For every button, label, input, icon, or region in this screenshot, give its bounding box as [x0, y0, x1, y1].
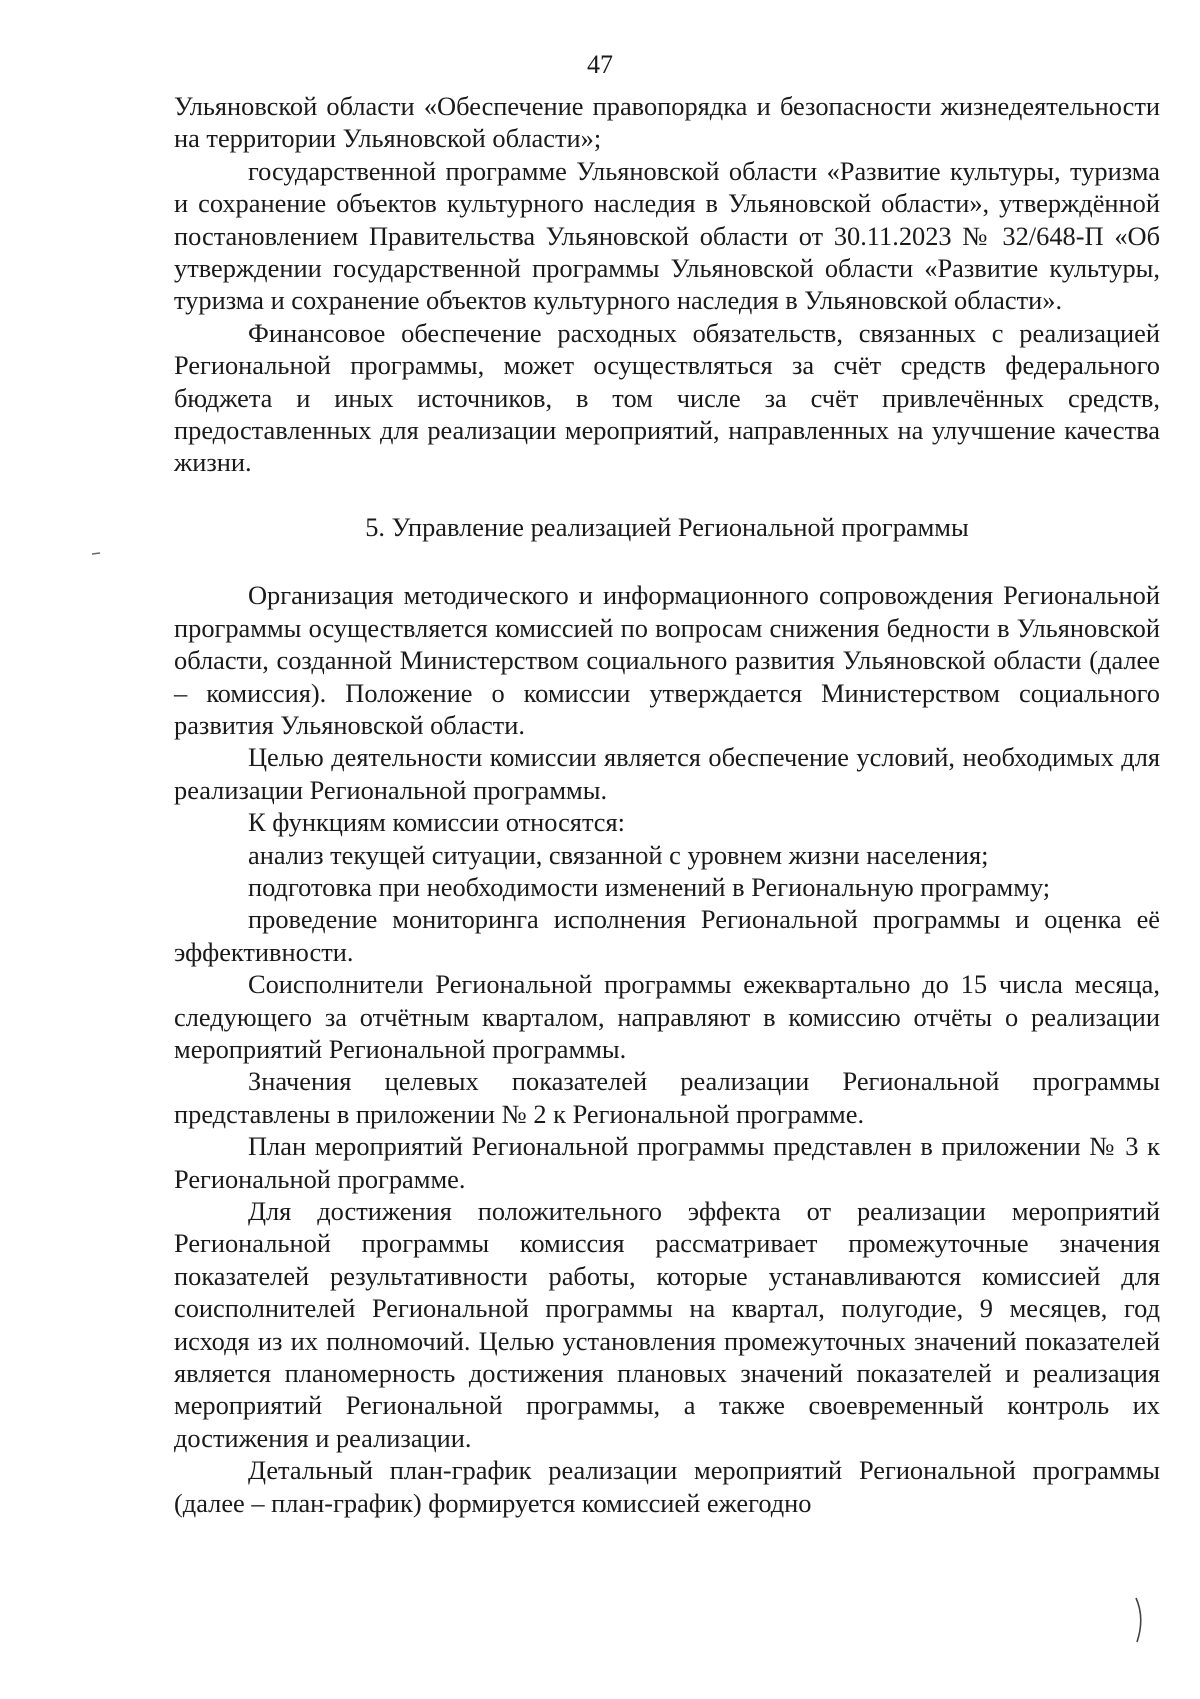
paragraph: Финансовое обеспечение расходных обязательств, связанных с реализацией Региональной программы, может осуществляться за счёт средств федерального бюджета и иных источников, в том числе за счёт привлечённых средств, предоставленных для реализации мероприятий, направленных на улучшение качества жизни.	[174, 317, 1160, 478]
paragraph: Значения целевых показателей реализации Региональной программы представлены в приложении № 2 к Региональной программе.	[174, 1066, 1160, 1129]
paragraph: К функциям комиссии относятся:	[248, 807, 625, 838]
paragraph: Ульяновской области «Обеспечение правопорядка и безопасности жизнедеятельности на территории Ульяновской области»;	[174, 91, 1160, 154]
section-heading: 5. Управление реализацией Региональной программы	[365, 511, 969, 542]
paragraph: проведение мониторинга исполнения Региональной программы и оценка её эффективности.	[174, 904, 1160, 967]
page-number: 47	[587, 50, 613, 79]
scan-mark	[92, 552, 102, 556]
paragraph: Соисполнители Региональной программы ежеквартально до 15 числа месяца, следующего за отчётным кварталом, направляют в комиссию отчёты о реализации мероприятий Региональной программы.	[174, 969, 1160, 1064]
paragraph: Организация методического и информационного сопровождения Региональной программы осуществляется комиссией по вопросам снижения бедности в Ульяновской области, созданной Министерством социального развития Ульяновской области (далее – комиссия). Положение о комиссии утверждается Министерством социального развития Ульяновской области.	[174, 580, 1160, 740]
paragraph: План мероприятий Региональной программы представлен в приложении № 3 к Региональной программе.	[174, 1131, 1160, 1194]
paragraph: Детальный план-график реализации мероприятий Региональной программы (далее – план-график) формируется комиссией ежегодно	[174, 1455, 1160, 1518]
paragraph: подготовка при необходимости изменений в Региональную программу;	[248, 871, 1051, 902]
document-body	[174, 90, 1160, 1519]
paragraph: Целью деятельности комиссии является обеспечение условий, необходимых для реализации Региональной программы.	[174, 742, 1160, 805]
paragraph: анализ текущей ситуации, связанной с уровнем жизни населения;	[248, 839, 989, 870]
paragraph: государственной программе Ульяновской области «Развитие культуры, туризма и сохранение объектов культурного наследия в Ульяновской области», утверждённой постановлением Правительства Ульяновской области от 30.11.2023 № 32/648-П «Об утверждении государственной программы Ульяновской области «Развитие культуры, туризма и сохранение объектов культурного наследия в Ульяновской области».	[174, 155, 1160, 316]
paragraph: Для достижения положительного эффекта от реализации мероприятий Региональной программы комиссия рассматривает промежуточные значения показателей результативности работы, которые устанавливаются комиссией для соисполнителей Региональной программы на квартал, полугодие, 9 месяцев, год исходя из их полномочий. Целью установления промежуточных значений показателей является планомерность достижения плановых значений показателей и реализация мероприятий Региональной программы, а также своевременный контроль их достижения и реализации.	[174, 1196, 1160, 1453]
scan-mark	[1133, 1596, 1147, 1644]
